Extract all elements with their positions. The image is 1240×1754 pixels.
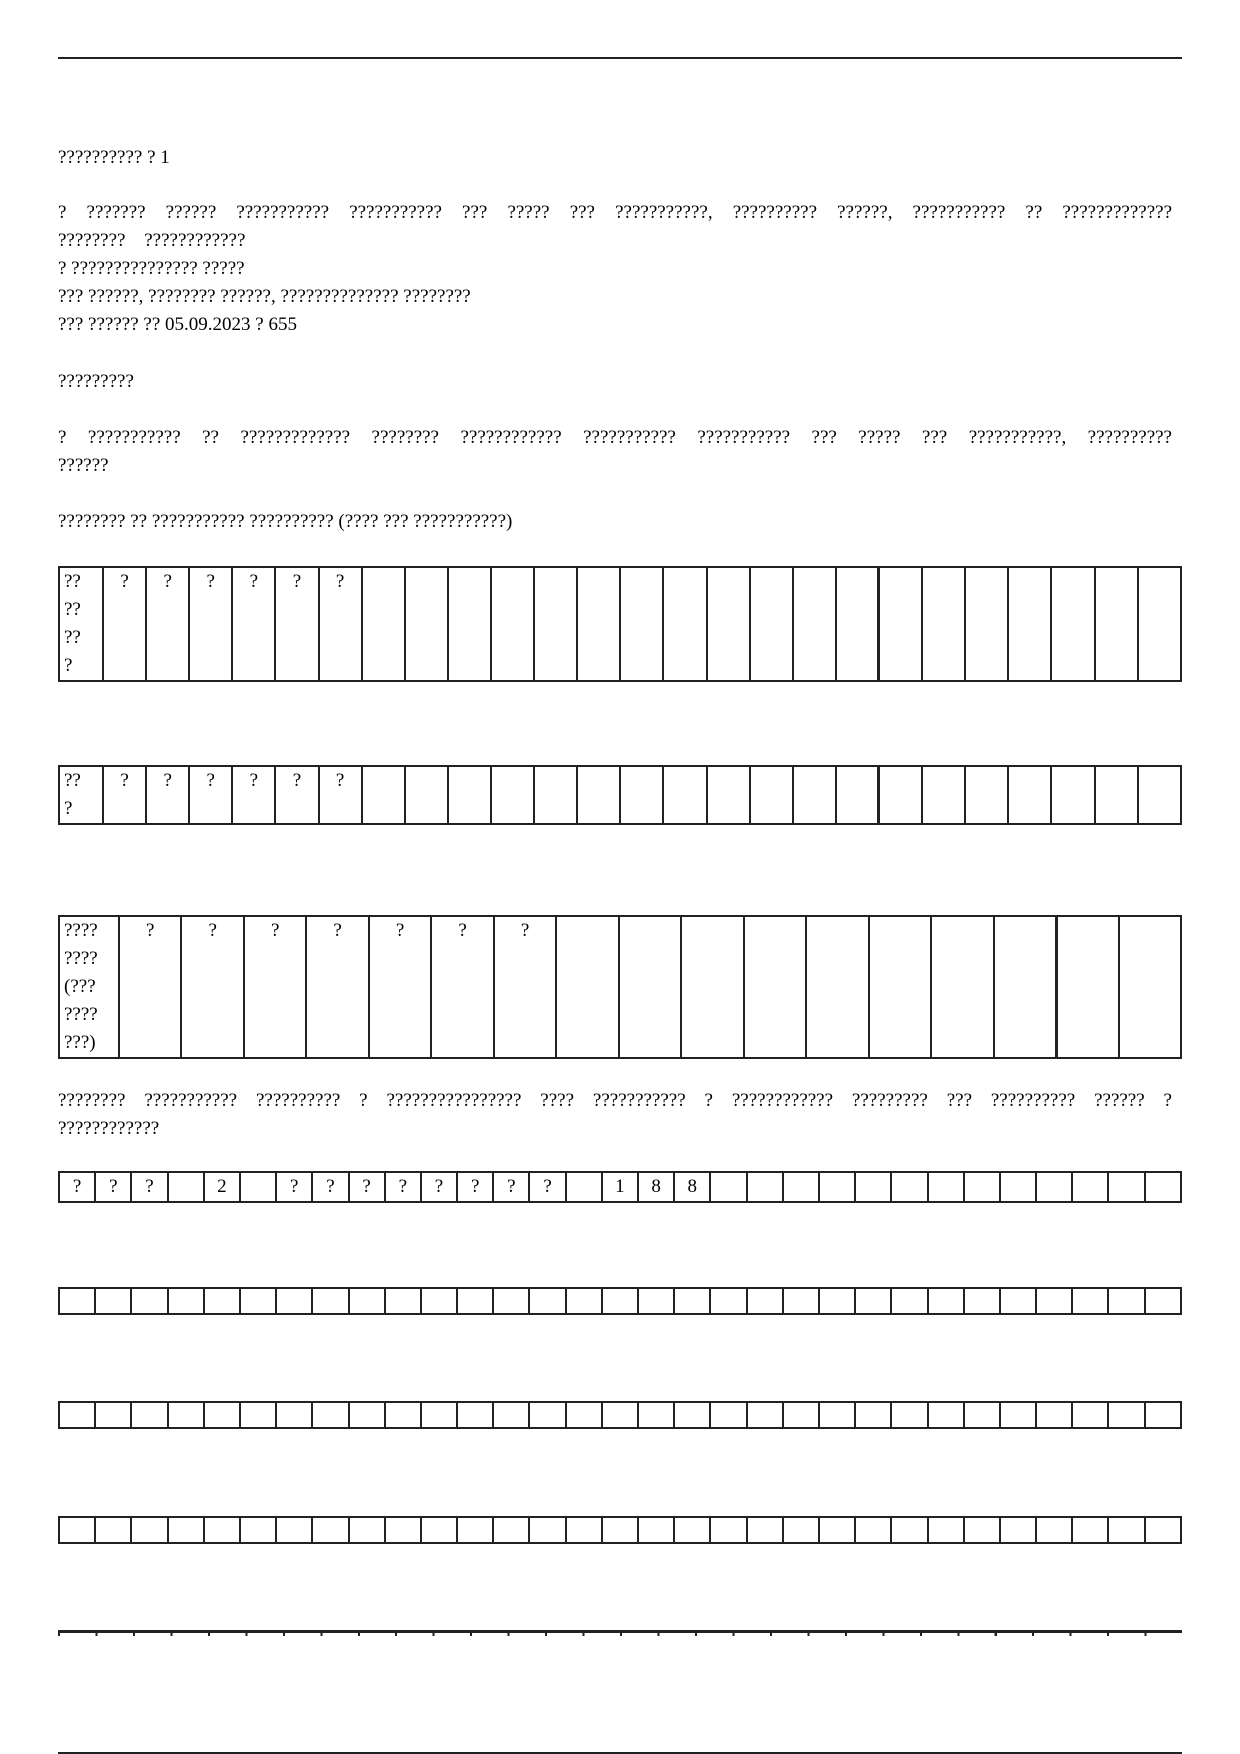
doc-cell[interactable] — [493, 1288, 529, 1314]
doc-cell[interactable] — [819, 1402, 855, 1428]
doc-cell[interactable]: ? — [385, 1172, 421, 1202]
grid-cell[interactable] — [491, 567, 534, 681]
doc-cell[interactable] — [566, 1288, 602, 1314]
doc-cell[interactable] — [602, 1517, 638, 1543]
grid-cell[interactable] — [1008, 567, 1051, 681]
doc-cell[interactable] — [168, 1402, 204, 1428]
grid-cell[interactable]: ? — [244, 916, 306, 1058]
doc-cell[interactable] — [349, 1517, 385, 1543]
doc-cell[interactable] — [1108, 1402, 1144, 1428]
doc-cell[interactable] — [1108, 1288, 1144, 1314]
doc-cell[interactable] — [168, 1288, 204, 1314]
document-grid-2 — [58, 1287, 1182, 1315]
doc-cell[interactable] — [385, 1402, 421, 1428]
doc-cell[interactable] — [710, 1517, 746, 1543]
doc-cell[interactable] — [385, 1517, 421, 1543]
grid-cell[interactable] — [534, 567, 577, 681]
doc-cell[interactable] — [1108, 1517, 1144, 1543]
doc-cell[interactable] — [928, 1172, 964, 1202]
doc-cell[interactable] — [1072, 1172, 1108, 1202]
doc-cell[interactable] — [529, 1402, 565, 1428]
grid-cell[interactable]: ? — [369, 916, 431, 1058]
doc-cell[interactable] — [855, 1172, 891, 1202]
doc-cell[interactable] — [819, 1172, 855, 1202]
doc-cell[interactable] — [204, 1517, 240, 1543]
grid-cell[interactable]: ? — [189, 766, 232, 824]
doc-cell[interactable] — [566, 1517, 602, 1543]
cutoff-grid-edge — [58, 1630, 1182, 1636]
doc-cell[interactable] — [710, 1288, 746, 1314]
doc-cell[interactable]: ? — [421, 1172, 457, 1202]
doc-cell[interactable]: ? — [95, 1172, 131, 1202]
doc-cell[interactable] — [783, 1172, 819, 1202]
doc-cell[interactable] — [240, 1402, 276, 1428]
doc-cell[interactable] — [891, 1517, 927, 1543]
approval-line-1: ? ??????? ?????? ??????????? ??????????? ??? ????? ??? ???????????, ?????????? ??????, ??????????? ?? ????????????? ???????? ???????????? — [58, 202, 1172, 251]
intro-text: ? ??????????? ?? ????????????? ???????? ???????????? ??????????? ??????????? ??? ????? ??? ???????????, ?????????? ?????? — [58, 427, 1172, 476]
grid-cell[interactable]: ? — [103, 567, 146, 681]
doc-cell[interactable] — [891, 1288, 927, 1314]
grid-cell[interactable] — [965, 567, 1008, 681]
doc-cell[interactable] — [1145, 1288, 1181, 1314]
grid-cell[interactable]: ? — [189, 567, 232, 681]
doc-cell[interactable] — [1072, 1288, 1108, 1314]
surname-grid — [58, 566, 1182, 682]
grid-cell[interactable] — [619, 916, 681, 1058]
doc-cell[interactable] — [493, 1517, 529, 1543]
grid-cell[interactable] — [994, 916, 1056, 1058]
doc-cell[interactable] — [1072, 1517, 1108, 1543]
doc-cell[interactable] — [1108, 1172, 1144, 1202]
grid-cell[interactable] — [681, 916, 743, 1058]
doc-cell[interactable] — [891, 1172, 927, 1202]
doc-cell[interactable] — [638, 1402, 674, 1428]
doc-cell[interactable] — [964, 1402, 1000, 1428]
grid-cell[interactable] — [1095, 567, 1138, 681]
doc-cell[interactable]: ? — [529, 1172, 565, 1202]
grid-cell[interactable]: ? — [319, 766, 362, 824]
doc-cell[interactable]: ? — [312, 1172, 348, 1202]
doc-cell[interactable] — [783, 1288, 819, 1314]
doc-cell[interactable] — [59, 1517, 95, 1543]
field-heading: ???????? ?? ??????????? ?????????? (???? ??? ???????????) — [58, 511, 513, 532]
doc-cell[interactable] — [421, 1517, 457, 1543]
name-grid-label: ?? ? — [59, 766, 103, 824]
doc-cell[interactable] — [59, 1288, 95, 1314]
doc-cell[interactable] — [240, 1288, 276, 1314]
doc-cell[interactable] — [1000, 1172, 1036, 1202]
grid-cell[interactable] — [1119, 916, 1182, 1058]
doc-cell[interactable] — [493, 1402, 529, 1428]
grid-cell[interactable] — [750, 567, 793, 681]
grid-cell[interactable] — [448, 766, 491, 824]
doc-cell[interactable] — [1000, 1517, 1036, 1543]
doc-cell[interactable] — [747, 1402, 783, 1428]
doc-cell[interactable] — [276, 1517, 312, 1543]
grid-cell[interactable] — [405, 766, 448, 824]
approval-line-3: ??? ??????, ???????? ??????, ?????????????? ???????? — [58, 286, 471, 307]
doc-cell[interactable] — [421, 1288, 457, 1314]
doc-cell[interactable] — [457, 1402, 493, 1428]
doc-cell[interactable] — [674, 1402, 710, 1428]
doc-cell[interactable] — [131, 1517, 167, 1543]
doc-cell[interactable]: 8 — [638, 1172, 674, 1202]
doc-cell[interactable]: ? — [276, 1172, 312, 1202]
doc-cell[interactable] — [95, 1288, 131, 1314]
grid-cell[interactable] — [1008, 766, 1051, 824]
doc-cell[interactable] — [710, 1172, 746, 1202]
grid-cell[interactable] — [707, 766, 750, 824]
doc-cell[interactable] — [747, 1172, 783, 1202]
doc-cell[interactable] — [1036, 1517, 1072, 1543]
grid-cell[interactable]: ? — [306, 916, 368, 1058]
doc-cell[interactable] — [529, 1288, 565, 1314]
grid-cell[interactable] — [577, 766, 620, 824]
doc-cell[interactable]: ? — [457, 1172, 493, 1202]
patronymic-grid — [58, 915, 1182, 1059]
grid-cell[interactable] — [448, 567, 491, 681]
doc-cell[interactable] — [855, 1402, 891, 1428]
doc-cell[interactable] — [855, 1517, 891, 1543]
doc-cell[interactable] — [240, 1517, 276, 1543]
grid-cell[interactable]: ? — [146, 567, 189, 681]
page-title: ????????? — [58, 371, 134, 392]
doc-cell[interactable]: ? — [59, 1172, 95, 1202]
doc-cell[interactable] — [1000, 1288, 1036, 1314]
grid-cell[interactable]: ? — [275, 766, 318, 824]
grid-cell[interactable]: ? — [119, 916, 181, 1058]
grid-cell[interactable] — [1138, 567, 1181, 681]
doc-cell[interactable]: 2 — [204, 1172, 240, 1202]
grid-cell[interactable] — [707, 567, 750, 681]
grid-cell[interactable]: ? — [232, 567, 275, 681]
doc-cell[interactable] — [457, 1517, 493, 1543]
doc-cell[interactable] — [891, 1402, 927, 1428]
doc-cell[interactable] — [1145, 1402, 1181, 1428]
grid-cell[interactable] — [556, 916, 618, 1058]
approval-line-4: ??? ?????? ?? 05.09.2023 ? 655 — [58, 314, 297, 335]
grid-cell[interactable] — [836, 766, 879, 824]
grid-cell[interactable]: ? — [181, 916, 243, 1058]
grid-cell[interactable] — [577, 567, 620, 681]
doc-cell[interactable] — [1072, 1402, 1108, 1428]
doc-cell[interactable] — [131, 1288, 167, 1314]
grid-cell[interactable] — [491, 766, 534, 824]
grid-cell[interactable] — [1138, 766, 1181, 824]
doc-cell[interactable] — [312, 1288, 348, 1314]
grid-cell[interactable] — [663, 567, 706, 681]
doc-cell[interactable] — [566, 1402, 602, 1428]
doc-cell[interactable] — [928, 1517, 964, 1543]
doc-cell[interactable]: 8 — [674, 1172, 710, 1202]
doc-cell[interactable] — [964, 1172, 1000, 1202]
doc-cell[interactable] — [674, 1288, 710, 1314]
top-rule — [58, 57, 1182, 59]
doc-cell[interactable] — [638, 1288, 674, 1314]
name-grid — [58, 765, 1182, 825]
grid-cell[interactable]: ? — [319, 567, 362, 681]
grid-cell[interactable] — [620, 567, 663, 681]
doc-cell[interactable] — [95, 1517, 131, 1543]
grid-cell[interactable] — [362, 766, 405, 824]
doc-cell[interactable] — [168, 1517, 204, 1543]
doc-cell[interactable] — [964, 1288, 1000, 1314]
doc-cell[interactable] — [1036, 1402, 1072, 1428]
doc-cell[interactable] — [457, 1288, 493, 1314]
grid-cell[interactable] — [744, 916, 806, 1058]
doc-cell[interactable] — [819, 1517, 855, 1543]
grid-cell[interactable]: ? — [494, 916, 556, 1058]
grid-cell[interactable] — [793, 766, 836, 824]
document-grid-3 — [58, 1401, 1182, 1429]
grid-cell[interactable]: ? — [431, 916, 493, 1058]
grid-cell[interactable] — [750, 766, 793, 824]
appendix-label: ?????????? ? 1 — [58, 147, 170, 168]
doc-cell[interactable] — [385, 1288, 421, 1314]
doc-cell[interactable] — [1000, 1402, 1036, 1428]
grid-cell[interactable] — [869, 916, 931, 1058]
grid-cell[interactable] — [879, 567, 922, 681]
grid-cell[interactable] — [806, 916, 868, 1058]
doc-cell[interactable]: 1 — [602, 1172, 638, 1202]
doc-cell[interactable] — [204, 1288, 240, 1314]
document-grid-1 — [58, 1171, 1182, 1203]
doc-cell[interactable]: ? — [131, 1172, 167, 1202]
doc-cell[interactable] — [1036, 1288, 1072, 1314]
doc-cell[interactable] — [566, 1172, 602, 1202]
grid-cell[interactable]: ? — [275, 567, 318, 681]
doc-cell[interactable] — [131, 1402, 167, 1428]
doc-cell[interactable] — [1145, 1517, 1181, 1543]
doc-cell[interactable] — [928, 1288, 964, 1314]
grid-cell[interactable] — [534, 766, 577, 824]
surname-grid-label: ?? ?? ?? ? — [59, 567, 103, 681]
grid-cell[interactable] — [1051, 766, 1094, 824]
doc-cell[interactable] — [602, 1288, 638, 1314]
doc-cell[interactable] — [421, 1402, 457, 1428]
approval-line-2: ? ??????????????? ????? — [58, 258, 245, 279]
doc-cell[interactable]: ? — [493, 1172, 529, 1202]
grid-cell[interactable] — [362, 567, 405, 681]
doc-cell[interactable] — [240, 1172, 276, 1202]
doc-cell[interactable] — [783, 1402, 819, 1428]
doc-cell[interactable] — [349, 1402, 385, 1428]
doc-cell[interactable] — [349, 1288, 385, 1314]
grid-cell[interactable] — [836, 567, 879, 681]
doc-cell[interactable] — [529, 1517, 565, 1543]
doc-cell[interactable] — [95, 1402, 131, 1428]
doc-cell[interactable] — [59, 1402, 95, 1428]
grid-cell[interactable]: ? — [146, 766, 189, 824]
doc-cell[interactable] — [602, 1402, 638, 1428]
grid-cell[interactable] — [879, 766, 922, 824]
grid-cell[interactable] — [793, 567, 836, 681]
grid-cell[interactable]: ? — [232, 766, 275, 824]
grid-cell[interactable] — [1095, 766, 1138, 824]
doc-cell[interactable] — [747, 1517, 783, 1543]
doc-cell[interactable] — [855, 1288, 891, 1314]
doc-cell[interactable] — [964, 1517, 1000, 1543]
doc-cell[interactable] — [674, 1517, 710, 1543]
doc-cell[interactable] — [276, 1402, 312, 1428]
doc-cell[interactable] — [747, 1288, 783, 1314]
grid-cell[interactable] — [620, 766, 663, 824]
doc-cell[interactable] — [312, 1402, 348, 1428]
doc-cell[interactable] — [638, 1517, 674, 1543]
grid-cell[interactable] — [1051, 567, 1094, 681]
doc-cell[interactable] — [783, 1517, 819, 1543]
grid-cell[interactable] — [931, 916, 993, 1058]
doc-cell[interactable] — [276, 1288, 312, 1314]
doc-cell[interactable]: ? — [349, 1172, 385, 1202]
grid-cell[interactable] — [922, 766, 965, 824]
grid-cell[interactable] — [1056, 916, 1118, 1058]
doc-cell[interactable] — [1036, 1172, 1072, 1202]
doc-cell[interactable] — [204, 1402, 240, 1428]
doc-cell[interactable] — [168, 1172, 204, 1202]
grid-cell[interactable] — [965, 766, 1008, 824]
doc-cell[interactable] — [819, 1288, 855, 1314]
grid-cell[interactable]: ? — [103, 766, 146, 824]
patronymic-grid-label: ???? ???? (??? ???? ???) — [59, 916, 119, 1058]
doc-cell[interactable] — [710, 1402, 746, 1428]
document-heading: ???????? ??????????? ?????????? ? ???????????????? ???? ??????????? ? ???????????? ????????? ??? ?????????? ?????? ? ???????????? — [58, 1090, 1172, 1139]
doc-cell[interactable] — [312, 1517, 348, 1543]
doc-cell[interactable] — [1145, 1172, 1181, 1202]
document-grid-4 — [58, 1516, 1182, 1544]
grid-cell[interactable] — [922, 567, 965, 681]
grid-cell[interactable] — [405, 567, 448, 681]
doc-cell[interactable] — [928, 1402, 964, 1428]
grid-cell[interactable] — [663, 766, 706, 824]
